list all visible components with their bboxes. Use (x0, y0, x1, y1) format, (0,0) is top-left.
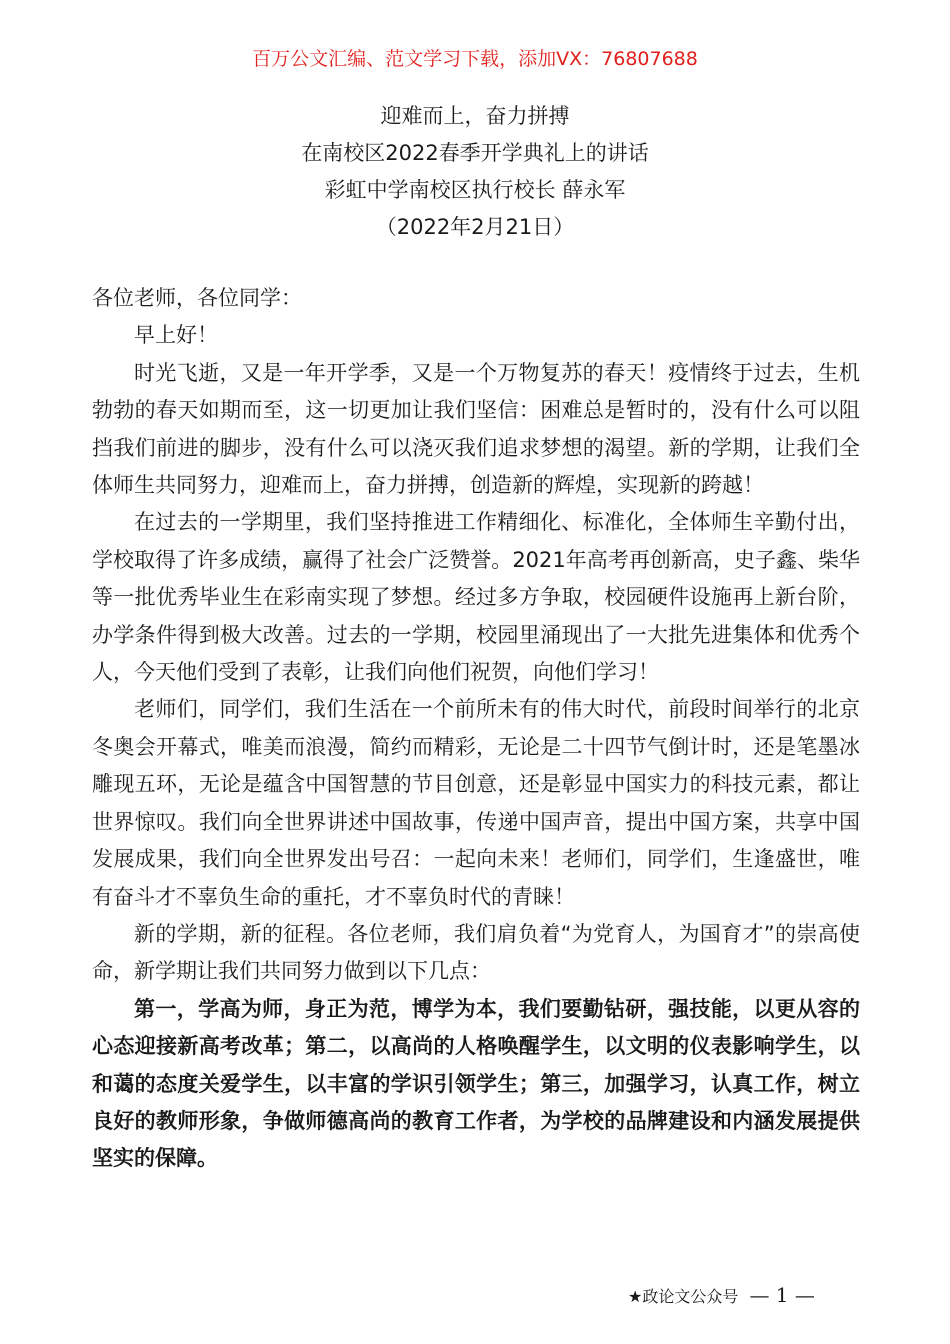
header-banner: 百万公文汇编、范文学习下载，添加VX：76807688 (252, 48, 698, 70)
speech-date: （2022年2月21日） (375, 215, 575, 239)
paragraph: 老师们，同学们，我们生活在一个前所未有的伟大时代，前段时间举行的北京冬奥会开幕式，唯美而浪漫，简约而精彩，无论是二十四节气倒计时，还是笔墨冰雕现五环，无论是蕴含中国智慧的节目创意，还是彰显中国实力的科技元素，都让世界惊叹。我们向全世界讲述中国故事，传递中国声音，提出中国方案，共享中国发展成果，我们向全世界发出号召：一起向未来！老师们，同学们，生逢盛世，唯有奋斗才不辜负生命的重托，才不辜负时代的青睐！ (92, 697, 860, 909)
speech-body (92, 280, 860, 1178)
paragraph: 在过去的一学期里，我们坚持推进工作精细化、标准化，全体师生辛勤付出，学校取得了许多成绩，赢得了社会广泛赞誉。2021年高考再创新高，史子鑫、柴华等一批优秀毕业生在彩南实现了梦想。经过多方争取，校园硬件设施再上新台阶，办学条件得到极大改善。过去的一学期，校园里涌现出了一大批先进集体和优秀个人，今天他们受到了表彰，让我们向他们祝贺，向他们学习！ (92, 510, 860, 685)
page-footer (628, 1282, 815, 1310)
speech-subtitle: 在南校区2022春季开学典礼上的讲话 (301, 141, 649, 165)
paragraph: 新的学期，新的征程。各位老师，我们肩负着“为党育人，为国育才”的崇高使命，新学期让我们共同努力做到以下几点： (92, 921, 860, 984)
speech-title: 迎难而上，奋力拼搏 (380, 104, 570, 128)
salutation: 各位老师，各位同学： (92, 286, 302, 310)
paragraph: 时光飞逝，又是一年开学季，又是一个万物复苏的春天！疫情终于过去，生机勃勃的春天如期而至，这一切更加让我们坚信：困难总是暂时的，没有什么可以阻挡我们前进的脚步，没有什么可以浇灭我们追求梦想的渴望。新的学期，让我们全体师生共同努力，迎难而上，奋力拼搏，创造新的辉煌，实现新的跨越！ (92, 360, 860, 498)
footer-source: ★政论文公众号 (628, 1287, 739, 1306)
bold-paragraph: 第一，学高为师，身正为范，博学为本，我们要勤钻研，强技能，以更从容的心态迎接新高考改革；第二，以高尚的人格唤醒学生，以文明的仪表影响学生，以和蔼的态度关爱学生，以丰富的学识引领学生；第三，加强学习，认真工作，树立良好的教师形象，争做师德高尚的教育工作者，为学校的品牌建设和内涵发展提供坚实的保障。 (92, 996, 860, 1171)
page-number: — 1 — (749, 1283, 815, 1307)
speaker-line: 彩虹中学南校区执行校长 薛永军 (324, 178, 626, 202)
greeting: 早上好！ (134, 323, 218, 348)
title-block (0, 98, 950, 246)
